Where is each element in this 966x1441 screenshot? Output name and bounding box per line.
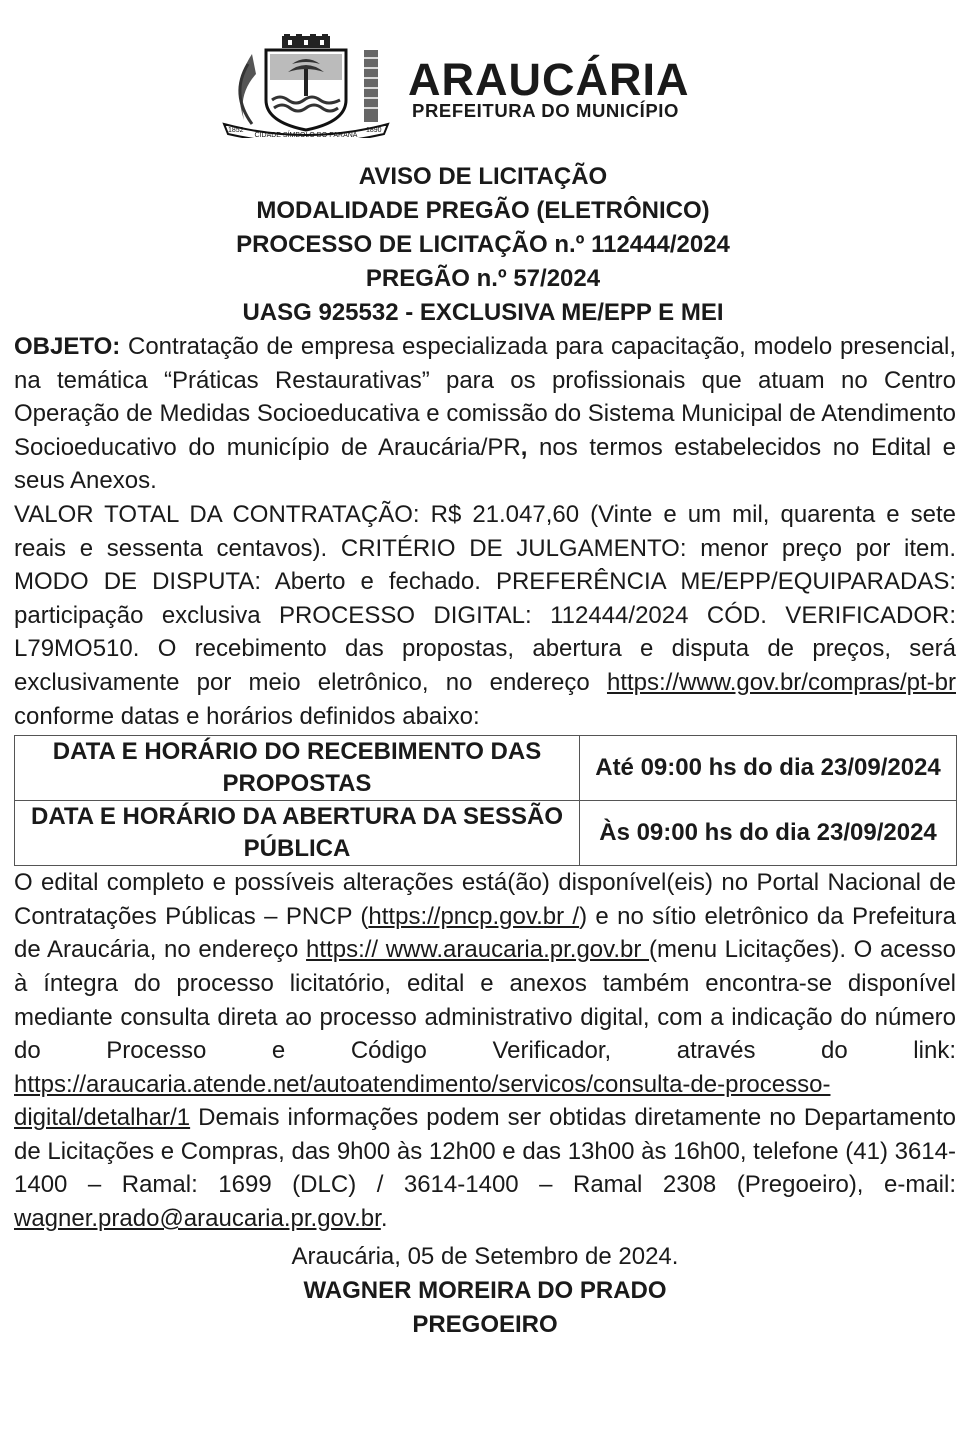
schedule-label: DATA E HORÁRIO DA ABERTURA DA SESSÃO PÚBLICA (15, 801, 580, 866)
schedule-value: Até 09:00 hs do dia 23/09/2024 (580, 736, 957, 801)
edital-text-end: . (380, 1205, 388, 1233)
edital-text: O edital completo e possíveis alterações está(ão) disponível(eis) no Portal Nacional de Contratações Públicas – PNCP ( (14, 869, 956, 930)
schedule-table (14, 735, 957, 866)
schedule-label: DATA E HORÁRIO DO RECEBIMENTO DAS PROPOSTAS (15, 736, 580, 801)
details-text-after: conforme datas e horários definidos abaixo: (14, 702, 480, 730)
details-text: VALOR TOTAL DA CONTRATAÇÃO: R$ 21.047,60 (Vinte e um mil, quarenta e sete reais e sessenta centavos). CRITÉRIO DE JULGAMENTO: menor preço por item. MODO DE DISPUTA: Aberto e fechado. PREFERÊNCIA ME/EPP/EQUIPARADAS: participação exclusiva PROCESSO DIGITAL: 112444/2024 CÓD. VERIFICADOR: L79MO510. O recebimento das propostas, abertura e disputa de preços, será exclusivamente por meio eletrônico, no endereço (14, 500, 956, 696)
objeto-label: OBJETO: (14, 333, 121, 360)
table-row (15, 736, 957, 801)
notice-body (14, 330, 956, 1342)
objeto-comma: , (520, 433, 528, 461)
objeto-text: Contratação de empresa especializada para capacitação, modelo presencial, na temática “Práticas Restaurativas” para os profissionais que atuam no Centro Operação de Medidas Socioeducativa e comissão do Sistema Municipal de Atendimento Socioeducativo do município de Araucária/PR (14, 333, 956, 461)
email-link[interactable]: wagner.prado@araucaria.pr.gov.br (14, 1205, 381, 1233)
brand-subtitle: PREFEITURA DO MUNICÍPIO (412, 100, 679, 121)
title-line: UASG 925532 - EXCLUSIVA ME/EPP E MEI (242, 299, 724, 326)
crest-ribbon-text: CIDADE SÍMBOLO DO PARANÁ (254, 132, 358, 138)
crest-year-right: 1890 (366, 127, 382, 134)
signatory-name: WAGNER MOREIRA DO PRADO (303, 1276, 667, 1304)
municipal-crest-icon (222, 34, 390, 138)
header (222, 34, 762, 138)
notice-titles (0, 160, 966, 330)
objeto-paragraph (14, 330, 956, 498)
consulta-processo-link[interactable]: https://araucaria.atende.net/autoatendimento/servicos/consulta-de-processo-digital/detalhar/1 (14, 1070, 831, 1132)
edital-text: (menu Licitações). O acesso à íntegra do processo licitatório, edital e anexos também encontra-se disponível mediante consulta direta ao processo administrativo digital, com a indicação do número do Processo e Código Verificador, através do link: (14, 936, 957, 1065)
title-line: PREGÃO n.º 57/2024 (365, 265, 601, 292)
title-line: AVISO DE LICITAÇÃO (358, 163, 608, 190)
place-date: Araucária, 05 de Setembro de 2024. (291, 1242, 679, 1270)
title-line: MODALIDADE PREGÃO (ELETRÔNICO) (256, 197, 710, 224)
crest-year-left: 1852 (228, 127, 244, 134)
edital-text: ) e no sítio eletrônico da Prefeitura de Araucária, no endereço (14, 902, 956, 964)
details-paragraph (14, 498, 956, 733)
prefeitura-site-link[interactable]: https:// www.araucaria.pr.gov.br (306, 936, 650, 964)
brand-name: ARAUCÁRIA (408, 54, 690, 105)
compras-link[interactable]: https://www.gov.br/compras/pt-br (606, 668, 956, 696)
edital-text: Demais informações podem ser obtidas diretamente no Departamento de Licitações e Compras, das 9h00 às 12h00 e das 13h00 às 16h00, telefone (41) 3614-1400 – Ramal: 1699 (DLC) / 3614-1400 – Ramal 2308 (Pregoeiro), e-mail: (14, 1104, 956, 1199)
edital-paragraph (14, 866, 956, 1236)
signature-block (14, 1240, 956, 1342)
objeto-text-end: nos termos estabelecidos no Edital e seus Anexos. (14, 433, 956, 495)
pncp-link[interactable]: https://pncp.gov.br / (368, 902, 580, 930)
table-row (15, 801, 957, 866)
title-line: PROCESSO DE LICITAÇÃO n.º 112444/2024 (236, 231, 730, 258)
signatory-role: PREGOEIRO (412, 1310, 558, 1338)
schedule-value: Às 09:00 hs do dia 23/09/2024 (580, 801, 957, 866)
